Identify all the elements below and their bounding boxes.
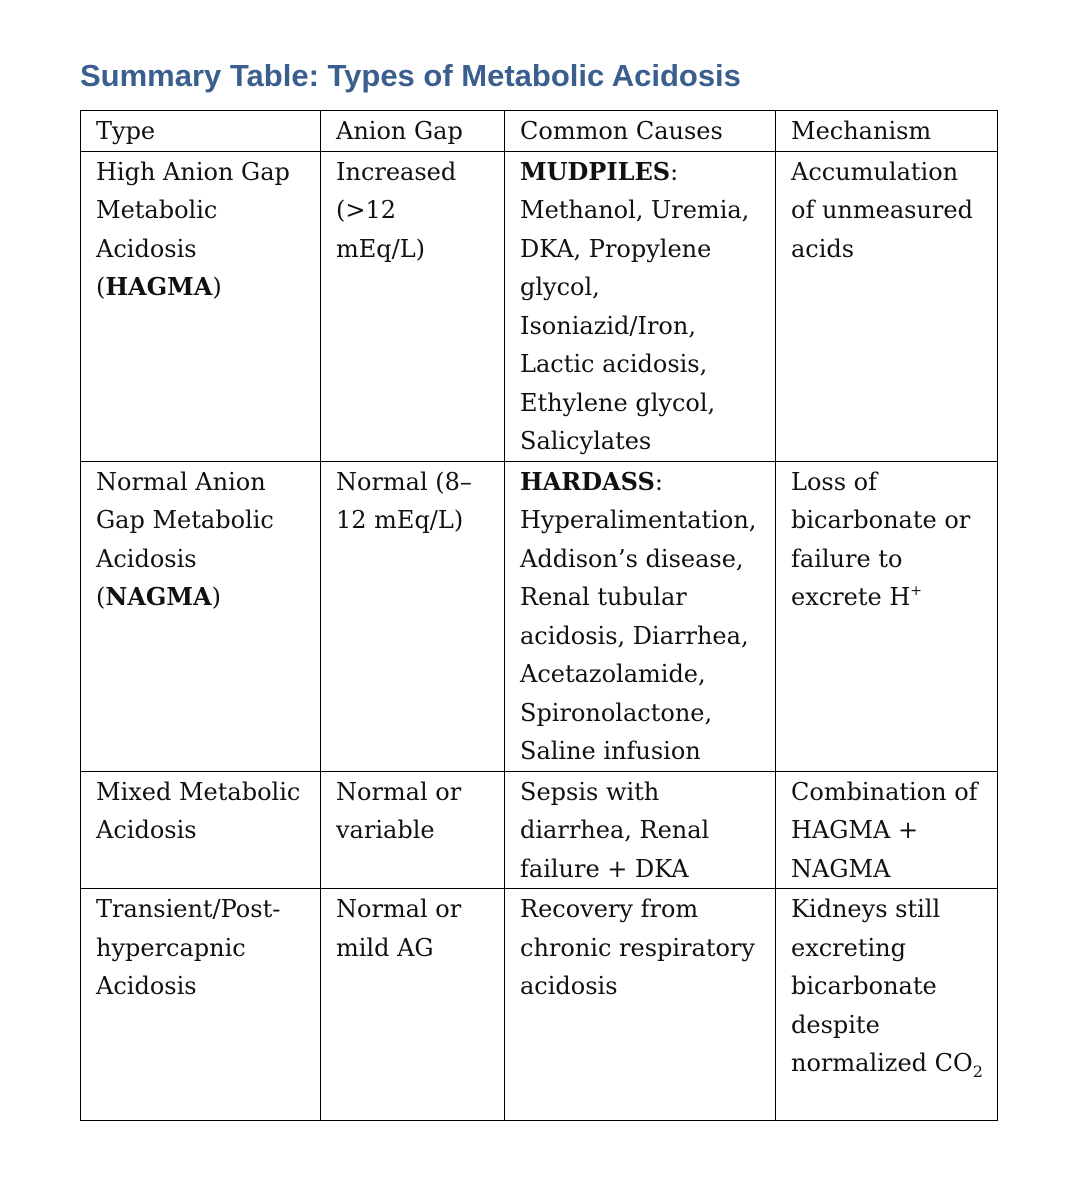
table-row <box>81 461 998 771</box>
causes-cell: HARDASS: Hyperalimentation, Addison’s disease, Renal tubular acidosis, Diarrhea, Acetazolamide, Spironolactone, Saline infusion <box>505 461 776 771</box>
mechanism-cell <box>776 889 998 1121</box>
type-abbr: HAGMA <box>105 272 213 301</box>
anion-gap-cell: Increased (>12 mEq/L) <box>321 151 505 461</box>
table-header-row <box>81 111 998 152</box>
header-mechanism: Mechanism <box>776 111 998 152</box>
type-name: Normal Anion Gap Metabolic Acidosis <box>96 467 274 573</box>
header-anion-gap: Anion Gap <box>321 111 505 152</box>
anion-gap-cell: Normal (8–12 mEq/L) <box>321 461 505 771</box>
table-row <box>81 771 998 889</box>
mechanism-cell: Accumulation of unmeasured acids <box>776 151 998 461</box>
type-name: High Anion Gap Metabolic Acidosis <box>96 157 290 263</box>
mnemonic: HARDASS <box>520 466 655 496</box>
summary-table <box>80 110 998 1121</box>
type-cell: Transient/Post-hypercapnic Acidosis <box>81 889 321 1121</box>
superscript-plus: + <box>910 583 922 599</box>
page-title: Summary Table: Types of Metabolic Acidosis <box>80 58 741 93</box>
table-row <box>81 151 998 461</box>
mechanism-text: Loss of bicarbonate or failure to excrete H <box>791 467 971 611</box>
causes-cell: Sepsis with diarrhea, Renal failure + DKA <box>505 771 776 889</box>
mechanism-cell: Combination of HAGMA + NAGMA <box>776 771 998 889</box>
causes-cell: MUDPILES: Methanol, Uremia, DKA, Propylene glycol, Isoniazid/Iron, Lactic acidosis, Ethylene glycol, Salicylates <box>505 151 776 461</box>
causes-text: Hyperalimentation, Addison’s disease, Renal tubular acidosis, Diarrhea, Acetazolamide, Spironolactone, Saline infusion <box>520 506 757 765</box>
causes-text: Methanol, Uremia, DKA, Propylene glycol, Isoniazid/Iron, Lactic acidosis, Ethylene glycol, Salicylates <box>520 196 750 455</box>
causes-cell: Recovery from chronic respiratory acidosis <box>505 889 776 1121</box>
table-row <box>81 889 998 1121</box>
mechanism-text: Kidneys still excreting bicarbonate despite normalized CO <box>791 895 973 1077</box>
header-type: Type <box>81 111 321 152</box>
mnemonic: MUDPILES <box>520 156 671 186</box>
type-cell: Mixed Metabolic Acidosis <box>81 771 321 889</box>
subscript-two: 2 <box>972 1062 983 1081</box>
mechanism-cell <box>776 461 998 771</box>
anion-gap-cell: Normal or variable <box>321 771 505 889</box>
anion-gap-cell: Normal or mild AG <box>321 889 505 1121</box>
type-cell: High Anion Gap Metabolic Acidosis (HAGMA) <box>81 151 321 461</box>
type-abbr: NAGMA <box>105 582 212 611</box>
header-common-causes: Common Causes <box>505 111 776 152</box>
type-cell: Normal Anion Gap Metabolic Acidosis (NAGMA) <box>81 461 321 771</box>
